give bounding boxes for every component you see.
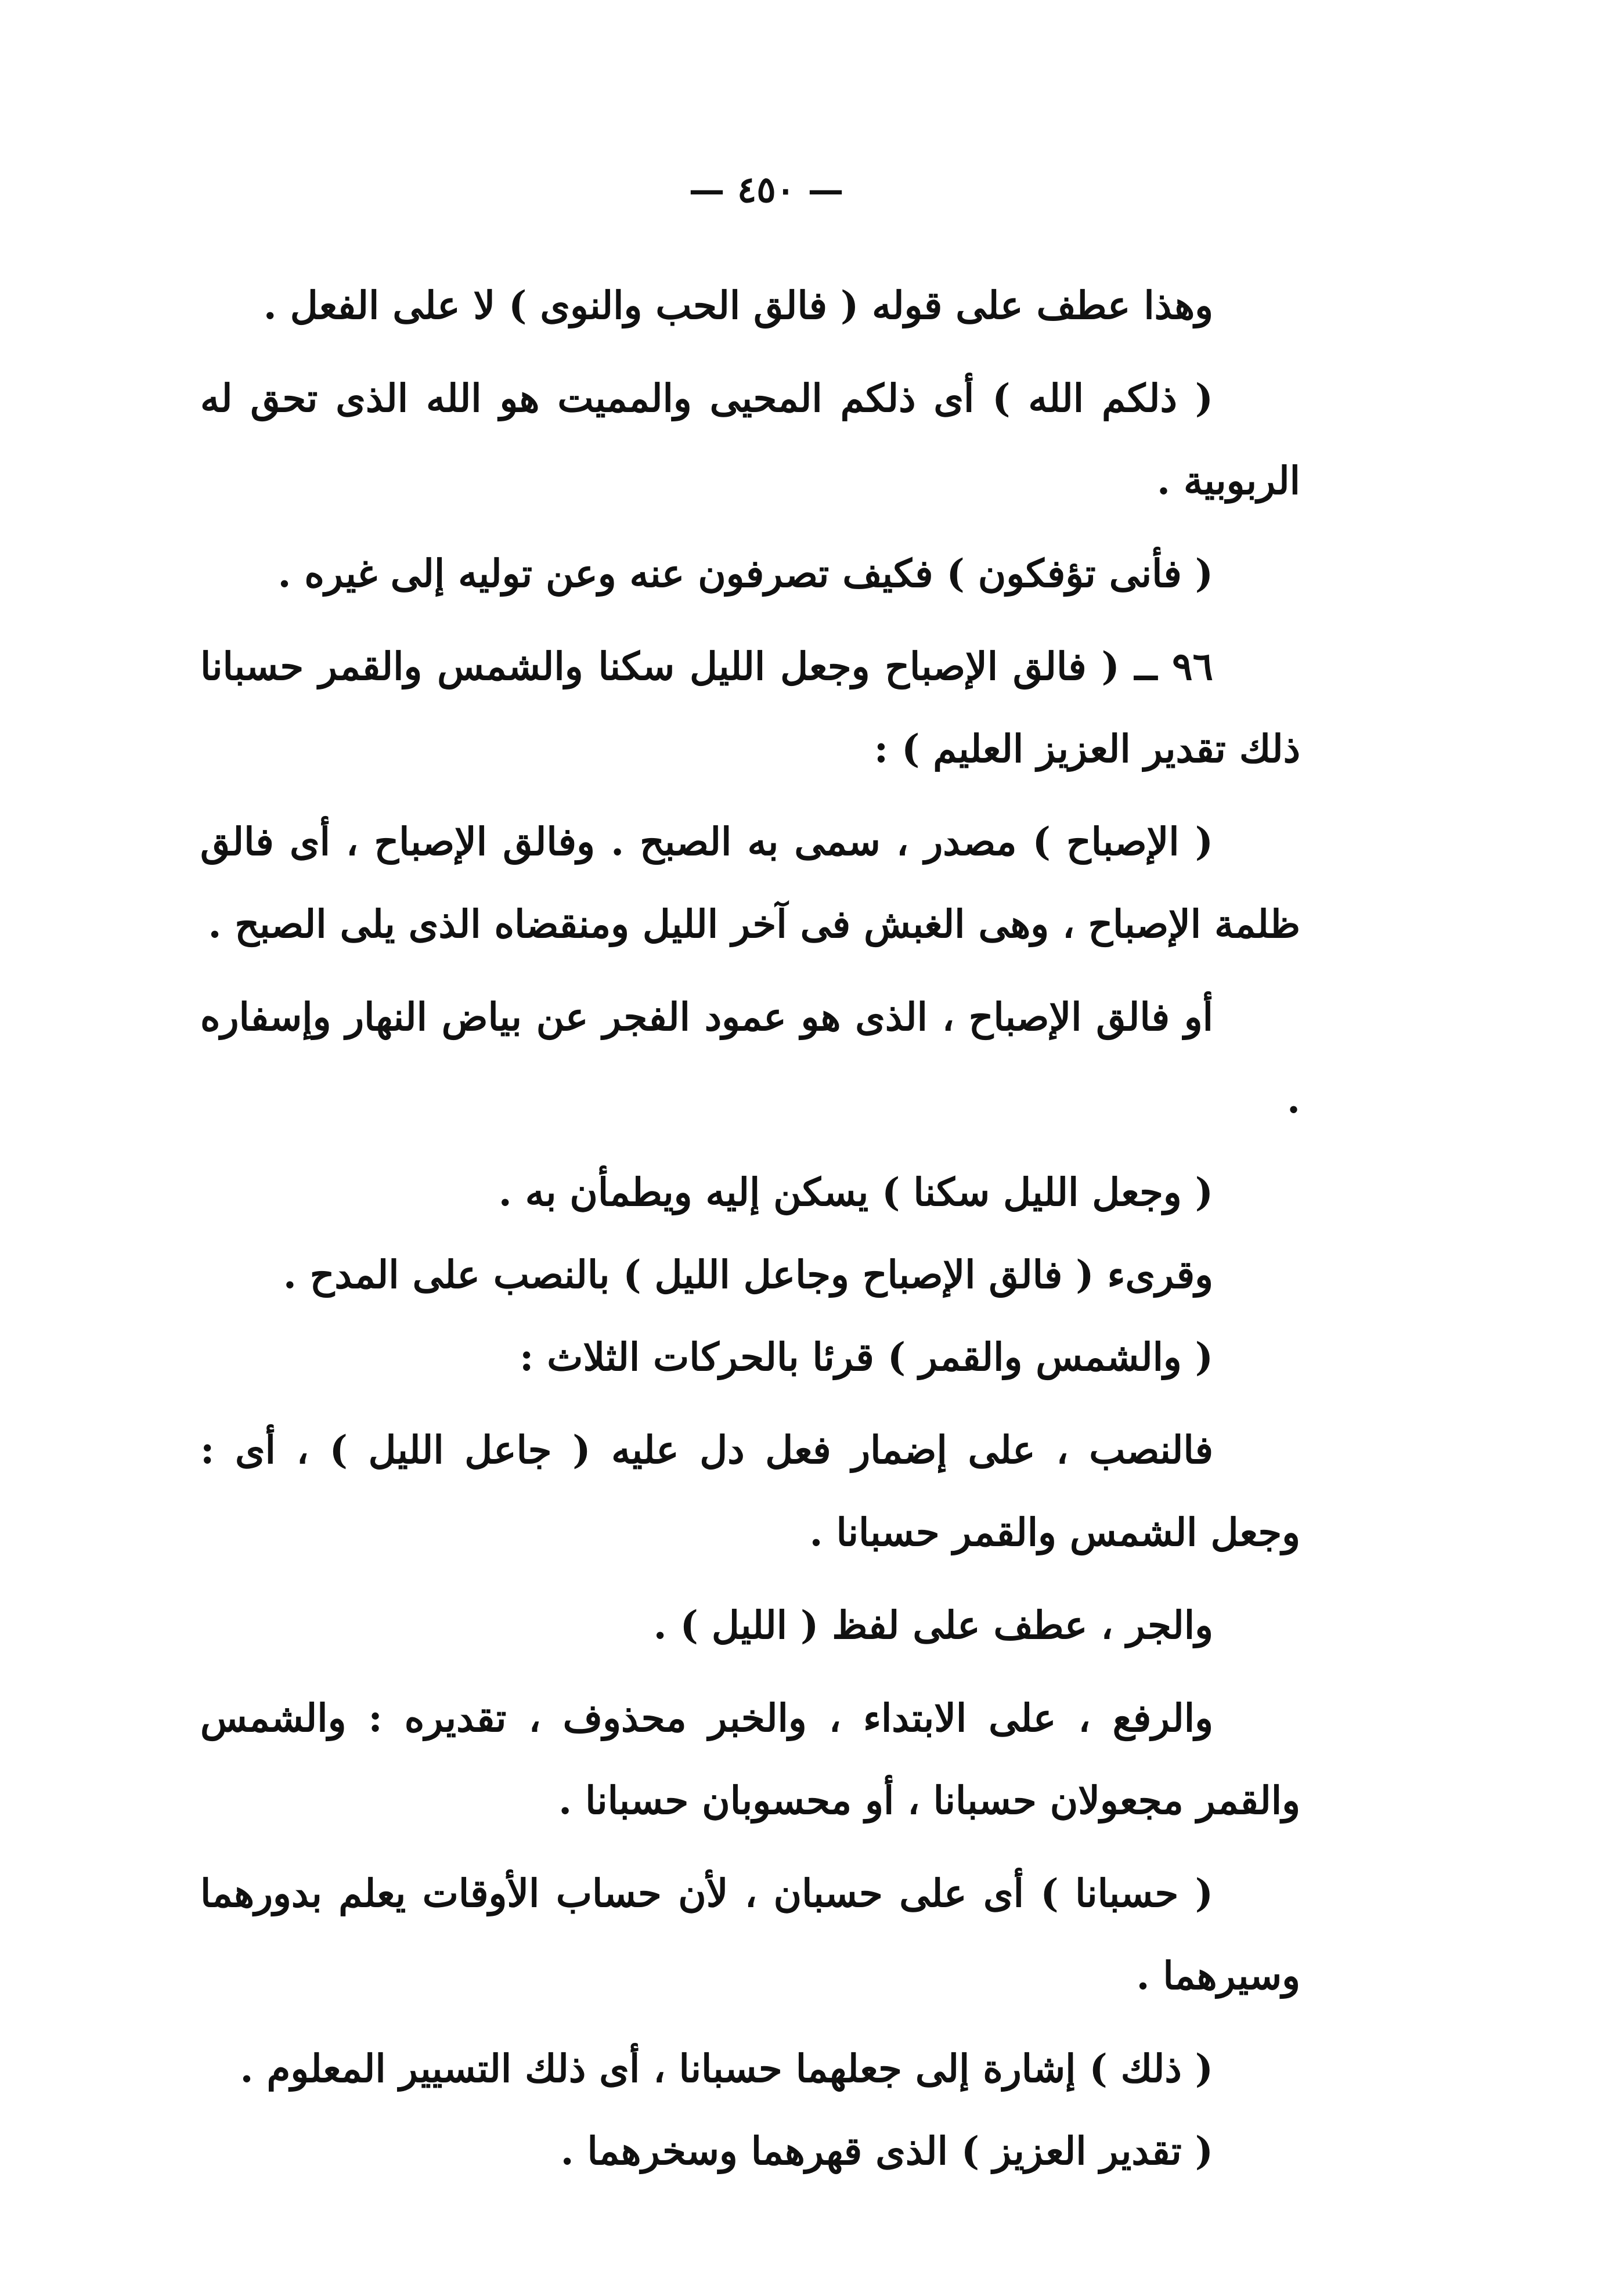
page-number: — ٤٥٠ —: [688, 168, 844, 211]
paragraph-9: ( والشمس والقمر ) قرئا بالحركات الثلاث :: [519, 1334, 1213, 1380]
paragraph-3: ( فأنى تؤفكون ) فكيف تصرفون عنه وعن توليه إلى غيره .: [277, 551, 1213, 596]
page-body-text: [200, 264, 1300, 2192]
paragraph-2: ( ذلكم الله ) أى ذلكم المحيى والمميت هو الله الذى تحق له الربوبية .: [200, 376, 1300, 503]
paragraph-1: وهذا عطف على قوله ( فالق الحب والنوى ) لا على الفعل .: [263, 283, 1213, 328]
paragraph-6: أو فالق الإصباح ، الذى هو عمود الفجر عن بياض النهار وإسفاره .: [200, 994, 1300, 1122]
paragraph-13: ( حسبانا ) أى على حسبان ، لأن حساب الأوقات يعلم بدورهما وسيرهما .: [200, 1871, 1300, 1998]
paragraph-7: ( وجعل الليل سكنا ) يسكن إليه ويطمأن به .: [498, 1169, 1213, 1215]
paragraph-14: ( ذلك ) إشارة إلى جعلهما حسبانا ، أى ذلك التسيير المعلوم .: [240, 2046, 1213, 2091]
paragraph-12: والرفع ، على الابتداء ، والخبر محذوف ، تقديره : والشمس والقمر مجعولان حسبانا ، أو محسوبان حسبانا .: [200, 1695, 1300, 1823]
paragraph-15: ( تقدير العزيز ) الذى قهرهما وسخرهما .: [560, 2128, 1213, 2174]
paragraph-10: فالنصب ، على إضمار فعل دل عليه ( جاعل الليل ) ، أى : وجعل الشمس والقمر حسبانا .: [200, 1427, 1300, 1555]
paragraph-5: ( الإصباح ) مصدر ، سمى به الصبح . وفالق الإصباح ، أى فالق ظلمة الإصباح ، وهى الغبش فى آخر الليل ومنقضاه الذى يلى الصبح .: [200, 819, 1300, 947]
paragraph-8: وقرىء ( فالق الإصباح وجاعل الليل ) بالنصب على المدح .: [283, 1252, 1213, 1297]
paragraph-11: والجر ، عطف على لفظ ( الليل ) .: [653, 1602, 1213, 1648]
paragraph-4-verse-96: ٩٦ ــ ( فالق الإصباح وجعل الليل سكنا والشمس والقمر حسبانا ذلك تقدير العزيز العليم ) :: [200, 644, 1300, 771]
